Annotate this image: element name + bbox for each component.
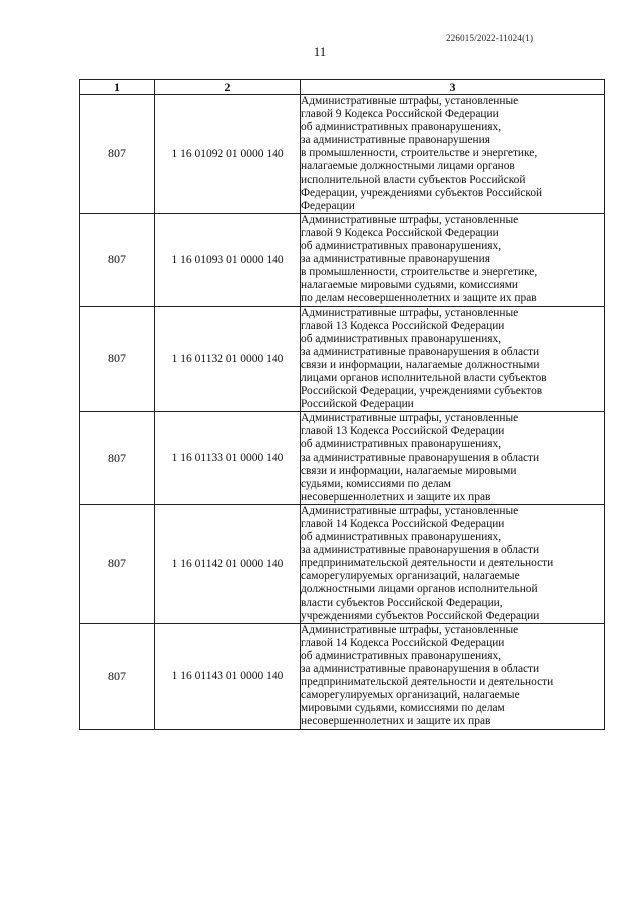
page-number: 11	[313, 44, 327, 59]
description-line: Российской Федерации, учреждениями субъектов	[301, 385, 543, 398]
description-line: несовершеннолетних и защите их прав	[301, 715, 491, 728]
table-header-row	[80, 80, 605, 95]
description-line: судьями, комиссиями по делам	[301, 477, 451, 490]
description-line: главой 13 Кодекса Российской Федерации	[301, 319, 505, 332]
description-line: Административные штрафы, установленные	[301, 306, 519, 319]
description-line: лицами органов исполнительной власти субъектов	[301, 371, 547, 384]
description-line: об административных правонарушениях,	[301, 531, 502, 544]
description-line: налагаемые должностными лицами органов	[301, 160, 515, 173]
description-line: за административные правонарушения в области	[301, 451, 540, 464]
description-line: несовершеннолетних и защите их прав	[301, 490, 491, 503]
description-line: Административные штрафы, установленные	[301, 213, 519, 226]
description-line: по делам несовершеннолетних и защите их прав	[301, 292, 537, 305]
description-line: мировыми судьями, комиссиями по делам	[301, 702, 505, 715]
budget-code-cell: 1 16 01143 01 0000 140	[155, 623, 301, 729]
column-header-2: 2	[155, 80, 301, 95]
description-line: предпринимательской деятельности и деятельности	[301, 676, 554, 689]
description-cell	[301, 623, 605, 729]
table-row	[80, 623, 605, 729]
description-line: должностными лицами органов исполнительной	[301, 583, 538, 596]
description-line: главой 14 Кодекса Российской Федерации	[301, 518, 505, 530]
revenue-codes-table	[79, 79, 605, 730]
budget-code-cell: 1 16 01132 01 0000 140	[155, 306, 301, 412]
document-id: 226015/2022-11024(1)	[446, 33, 534, 43]
budget-code-cell: 1 16 01092 01 0000 140	[155, 95, 301, 214]
budget-code-cell: 1 16 01142 01 0000 140	[155, 504, 301, 623]
column-header-1: 1	[80, 80, 155, 95]
description-line: об административных правонарушениях,	[301, 649, 502, 662]
description-line: главой 13 Кодекса Российской Федерации	[301, 425, 505, 438]
description-line: саморегулируемых организаций, налагаемые	[301, 689, 520, 702]
admin-code-cell: 807	[80, 412, 155, 505]
admin-code-cell: 807	[80, 306, 155, 412]
table-row	[80, 412, 605, 505]
description-line: за административные правонарушения в области	[301, 663, 540, 676]
description-line: за административные правонарушения в области	[301, 345, 540, 358]
description-line: главой 9 Кодекса Российской Федерации	[301, 108, 499, 121]
description-line: связи и информации, налагаемые должностными	[301, 358, 540, 371]
admin-code-cell: 807	[80, 213, 155, 306]
description-line: за административные правонарушения	[301, 134, 490, 147]
admin-code-cell: 807	[80, 623, 155, 729]
description-line: в промышленности, строительстве и энергетике,	[301, 266, 538, 279]
description-line: об административных правонарушениях,	[301, 121, 502, 134]
description-cell	[301, 95, 605, 214]
description-line: главой 9 Кодекса Российской Федерации	[301, 226, 499, 239]
description-cell	[301, 306, 605, 412]
description-line: Административные штрафы, установленные	[301, 504, 519, 517]
budget-code-cell: 1 16 01093 01 0000 140	[155, 213, 301, 306]
description-line: исполнительной власти субъектов Российской	[301, 173, 526, 186]
table-row	[80, 504, 605, 623]
description-line: саморегулируемых организаций, налагаемые	[301, 570, 520, 583]
admin-code-cell: 807	[80, 504, 155, 623]
table-row	[80, 213, 605, 306]
description-line: в промышленности, строительстве и энергетике,	[301, 147, 538, 160]
table-row	[80, 95, 605, 214]
description-line: об административных правонарушениях,	[301, 438, 502, 451]
description-line: Федерации, учреждениями субъектов Российской	[301, 186, 543, 199]
description-line: Административные штрафы, установленные	[301, 95, 519, 107]
description-cell	[301, 412, 605, 505]
description-line: связи и информации, налагаемые мировыми	[301, 464, 517, 477]
description-cell	[301, 504, 605, 623]
description-line: учреждениями субъектов Российской Федерации	[301, 609, 540, 622]
description-line: об административных правонарушениях,	[301, 332, 502, 345]
description-line: налагаемые мировыми судьями, комиссиями	[301, 279, 519, 292]
column-header-3: 3	[301, 80, 605, 95]
description-line: Административные штрафы, установленные	[301, 623, 519, 636]
description-cell	[301, 213, 605, 306]
description-line: власти субъектов Российской Федерации,	[301, 596, 503, 609]
description-line: за административные правонарушения в области	[301, 544, 540, 557]
description-line: главой 14 Кодекса Российской Федерации	[301, 636, 505, 649]
admin-code-cell: 807	[80, 95, 155, 214]
description-line: Федерации	[301, 199, 355, 212]
description-line: Российской Федерации	[301, 398, 414, 411]
description-line: Административные штрафы, установленные	[301, 412, 519, 425]
table-row	[80, 306, 605, 412]
description-line: предпринимательской деятельности и деятельности	[301, 557, 554, 570]
description-line: об административных правонарушениях,	[301, 240, 502, 253]
budget-code-cell: 1 16 01133 01 0000 140	[155, 412, 301, 505]
description-line: за административные правонарушения	[301, 253, 490, 266]
